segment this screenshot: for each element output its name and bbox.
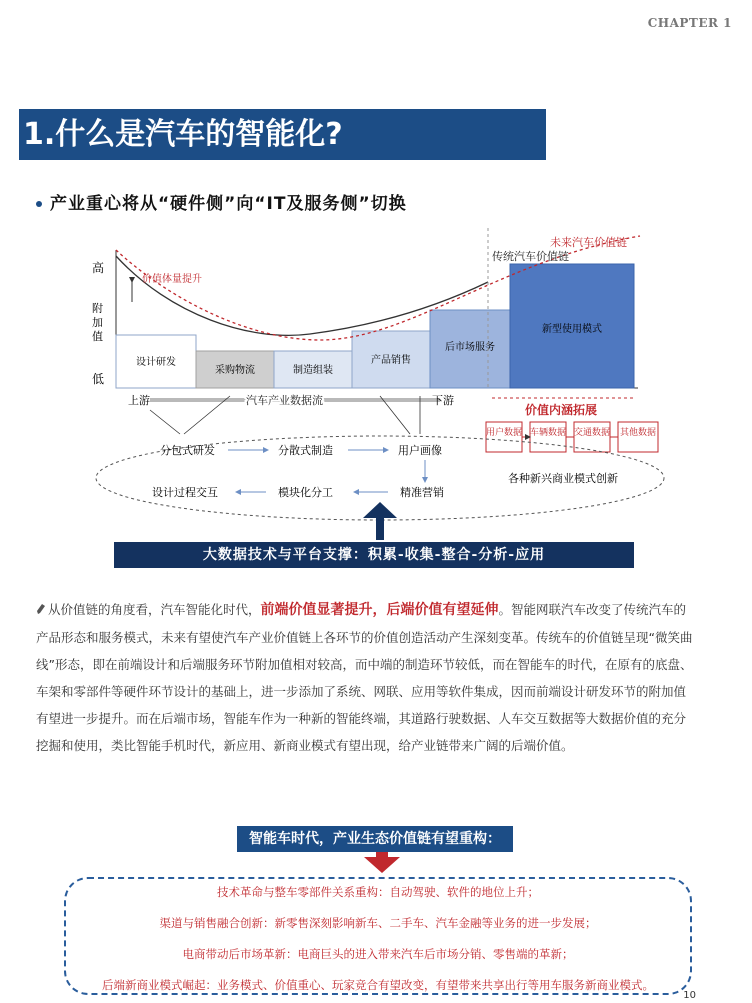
page-title: 1.什么是汽车的智能化? [19, 109, 546, 160]
section-header: 智能车时代，产业生态价值链有望重构： [237, 826, 513, 852]
y-high-label: 高 [92, 261, 105, 275]
oval-item-4: 模块化分工 [278, 486, 333, 499]
traditional-chain-label: 传统汽车价值链 [492, 250, 569, 263]
data-box-label-0: 用户数据 [485, 428, 523, 438]
y-low-label: 低 [92, 372, 105, 386]
stage-label-2: 制造组装 [293, 365, 333, 376]
value-up-label: 价值体量提升 [142, 274, 202, 285]
data-box-label-2: 交通数据 [573, 428, 611, 438]
item-0: 技术革命与整车零部件关系重构：自动驾驶、软件的地位上升； [217, 885, 539, 899]
item-2: 电商带动后市场革新：电商巨头的进入带来汽车后市场分销、零售端的革新； [182, 947, 574, 961]
stage-label-5: 新型使用模式 [542, 324, 602, 335]
page-number: 10 [683, 990, 696, 1001]
item-1: 渠道与销售融合创新：新零售深刻影响新车、二手车、汽车金融等业务的进一步发展； [159, 916, 597, 930]
oval-item-3: 设计过程交互 [152, 486, 218, 499]
chapter-label: CHAPTER 1 [647, 16, 732, 30]
data-box-label-1: 车辆数据 [529, 428, 567, 438]
data-box-label-3: 其他数据 [619, 428, 657, 438]
oval-item-2: 用户画像 [398, 444, 442, 457]
para-lead: 从价值链的角度看，汽车智能化时代， [48, 602, 261, 617]
para-highlight: 前端价值显著提升，后端价值有望延伸 [260, 602, 499, 618]
y-mid-label: 附加值 [92, 302, 103, 343]
down-arrow-icon [364, 857, 400, 873]
stage-label-0: 设计研发 [136, 357, 176, 368]
stage-label-3: 产品销售 [371, 355, 411, 366]
subtitle-text: 产业重心将从“硬件侧”向“IT及服务侧”切换 [50, 194, 407, 214]
stage-label-4: 后市场服务 [445, 342, 495, 353]
up-arrow-icon [363, 502, 397, 540]
oval-item-5: 精准营销 [400, 486, 444, 499]
downstream-label: 下游 [432, 394, 454, 407]
flow-label: 汽车产业数据流 [246, 394, 323, 407]
stage-label-1: 采购物流 [215, 365, 255, 376]
bullet-icon [36, 201, 42, 207]
extend-label: 价值内涵拓展 [525, 403, 598, 417]
para-body: 。智能网联汽车改变了传统汽车的产品形态和服务模式，未来有望使汽车产业价值链上各环节的价值创造活动产生深刻变革。传统车的价值链呈现“微笑曲线”形态，即在前端设计和后端服务环节附加值相对较高，而中端的制造环节较低，而在智能车的时代，在原有的底盘、车架和零部件等硬件环节设计的基础上，进一步添加了系统、网联、应用等软件集成，因而前端设计研发环节的附加值有望进一步提升。而在后端市场，智能车作为一种新的智能终端，其道路行驶数据、人车交互数据等大数据价值的充分挖掘和使用，类比智能手机时代，新应用、新商业模式有望出现，给产业链带来广阔的后端价值。 [36, 602, 693, 753]
section-subtitle [36, 189, 407, 214]
body-paragraph [36, 596, 696, 759]
item-3: 后端新商业模式崛起：业务模式、价值重心、玩家竞合有望改变，有望带来共享出行等用车服务新商业模式。 [102, 978, 654, 992]
innovation-label: 各种新兴商业模式创新 [508, 472, 618, 485]
value-chain-diagram [80, 220, 680, 540]
upstream-label: 上游 [128, 394, 150, 407]
future-chain-label: 未来汽车价值链 [550, 236, 627, 249]
pen-icon [36, 603, 46, 615]
bigdata-bar: 大数据技术与平台支撑：积累-收集-整合-分析-应用 [114, 542, 634, 568]
oval-item-1: 分散式制造 [278, 444, 333, 457]
oval-item-0: 分包式研发 [160, 444, 215, 457]
